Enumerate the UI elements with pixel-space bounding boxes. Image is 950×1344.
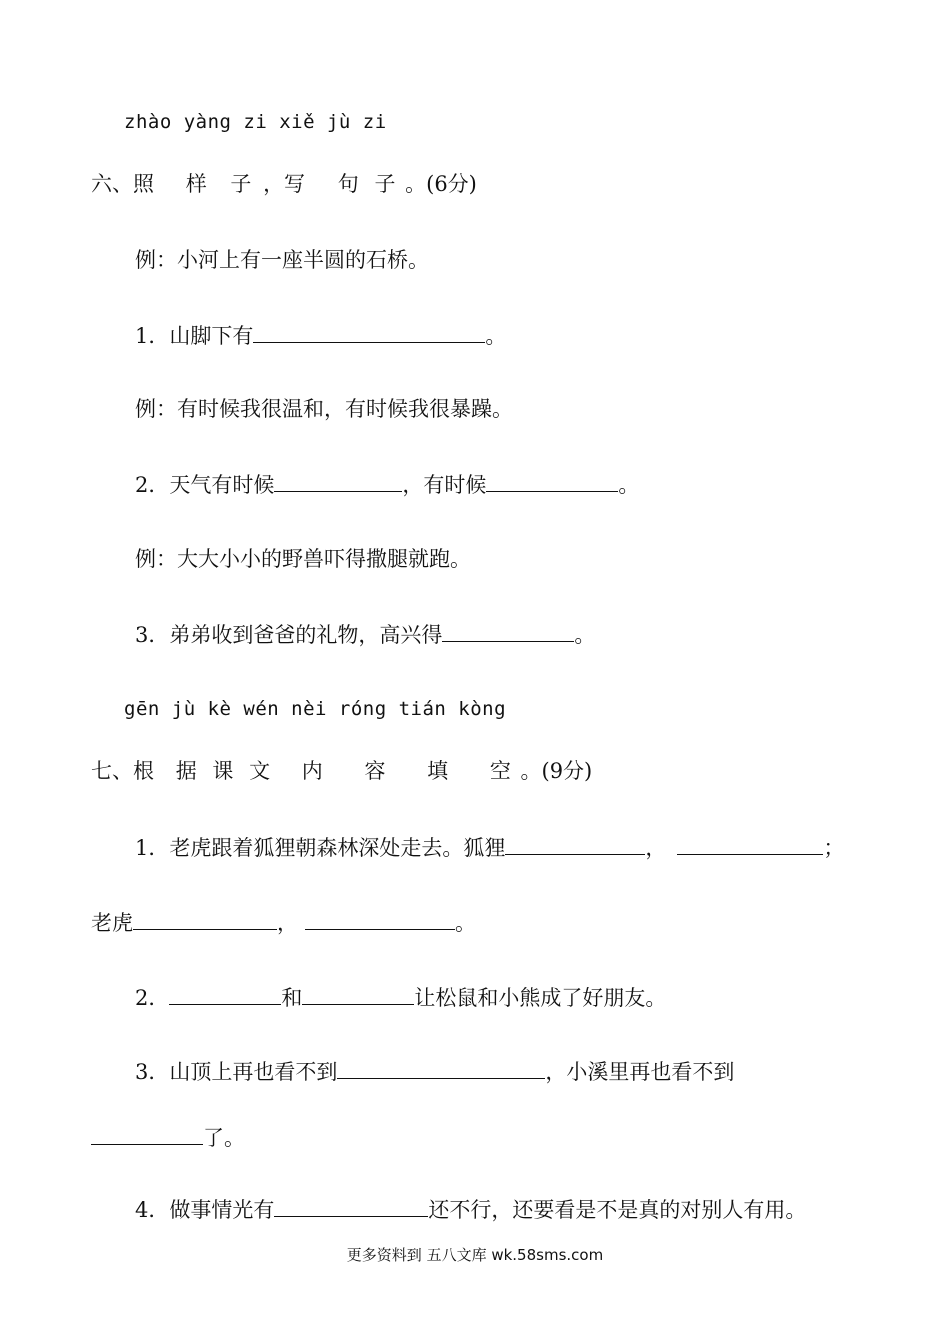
heading-char: ，写 (263, 172, 306, 196)
answer-blank[interactable] (253, 320, 485, 343)
example-1: 例：小河上有一座半圆的石桥。 (135, 248, 429, 272)
question-text: ，有时候 (402, 473, 487, 497)
question-6-3 (135, 619, 595, 650)
question-7-3-continued (91, 1122, 245, 1153)
question-text: 让松鼠和小熊成了好朋友。 (414, 986, 667, 1010)
question-7-1 (135, 832, 844, 863)
answer-blank[interactable] (486, 469, 618, 492)
question-text: ； (823, 836, 845, 860)
example-3: 例：大大小小的野兽吓得撒腿就跑。 (135, 547, 471, 571)
heading-char: 内 (301, 759, 323, 783)
section6-heading (91, 169, 477, 199)
answer-blank[interactable] (337, 1056, 545, 1079)
answer-blank[interactable] (169, 982, 281, 1005)
question-text: 。 (455, 911, 476, 935)
question-text: 和 (281, 986, 303, 1010)
question-text: ，小溪里再也看不到 (545, 1060, 735, 1084)
example-2: 例：有时候我很温和，有时候我很暴躁。 (135, 397, 513, 421)
question-text: ， (645, 836, 667, 860)
heading-char: 课 (212, 759, 234, 783)
question-text: 1．老虎跟着狐狸朝森林深处走去。狐狸 (135, 836, 506, 860)
question-text: 2．天气有时候 (135, 473, 275, 497)
question-text: 1．山脚下有 (135, 324, 254, 348)
question-7-1-continued (91, 907, 476, 938)
answer-blank[interactable] (677, 832, 823, 855)
heading-char: 子 (374, 172, 396, 196)
question-text: 老虎 (91, 911, 133, 935)
section6-pinyin: zhào yàng zi xiě jù zi (124, 111, 387, 133)
question-7-2 (135, 982, 666, 1013)
question-7-4 (135, 1194, 806, 1225)
question-text: 了。 (203, 1126, 245, 1150)
question-7-3 (135, 1056, 734, 1087)
heading-char: 。(9分) (520, 759, 593, 783)
question-6-2 (135, 469, 639, 500)
answer-blank[interactable] (133, 907, 277, 930)
answer-blank[interactable] (302, 982, 414, 1005)
heading-char: 据 (175, 759, 197, 783)
question-text: 2． (135, 986, 170, 1010)
question-text: 。 (574, 623, 596, 647)
question-text: 3．弟弟收到爸爸的礼物，高兴得 (135, 623, 443, 647)
answer-blank[interactable] (274, 1194, 428, 1217)
answer-blank[interactable] (274, 469, 402, 492)
question-text: ， (277, 911, 298, 935)
heading-char: 子 (230, 172, 252, 196)
heading-char: 文 (249, 759, 271, 783)
heading-char: 容 (364, 759, 386, 783)
heading-char: 样 (185, 172, 207, 196)
heading-char: 空 (489, 759, 511, 783)
section7-heading (91, 756, 592, 786)
heading-char: 。(6分) (405, 172, 477, 196)
heading-char: 六、照 (91, 172, 154, 196)
question-6-1 (135, 320, 506, 351)
section7-pinyin: gēn jù kè wén nèi róng tián kòng (124, 698, 507, 720)
answer-blank[interactable] (305, 907, 455, 930)
answer-blank[interactable] (91, 1122, 203, 1145)
question-text: 。 (618, 473, 640, 497)
question-text: 3．山顶上再也看不到 (135, 1060, 338, 1084)
heading-char: 填 (427, 759, 449, 783)
question-text: 。 (485, 324, 507, 348)
question-text: 还不行，还要看是不是真的对别人有用。 (428, 1198, 807, 1222)
heading-char: 句 (337, 172, 359, 196)
answer-blank[interactable] (442, 619, 574, 642)
answer-blank[interactable] (505, 832, 645, 855)
question-text: 4．做事情光有 (135, 1198, 275, 1222)
heading-char: 七、根 (91, 759, 154, 783)
footer-watermark: 更多资料到 五八文库 wk.58sms.com (346, 1246, 604, 1264)
